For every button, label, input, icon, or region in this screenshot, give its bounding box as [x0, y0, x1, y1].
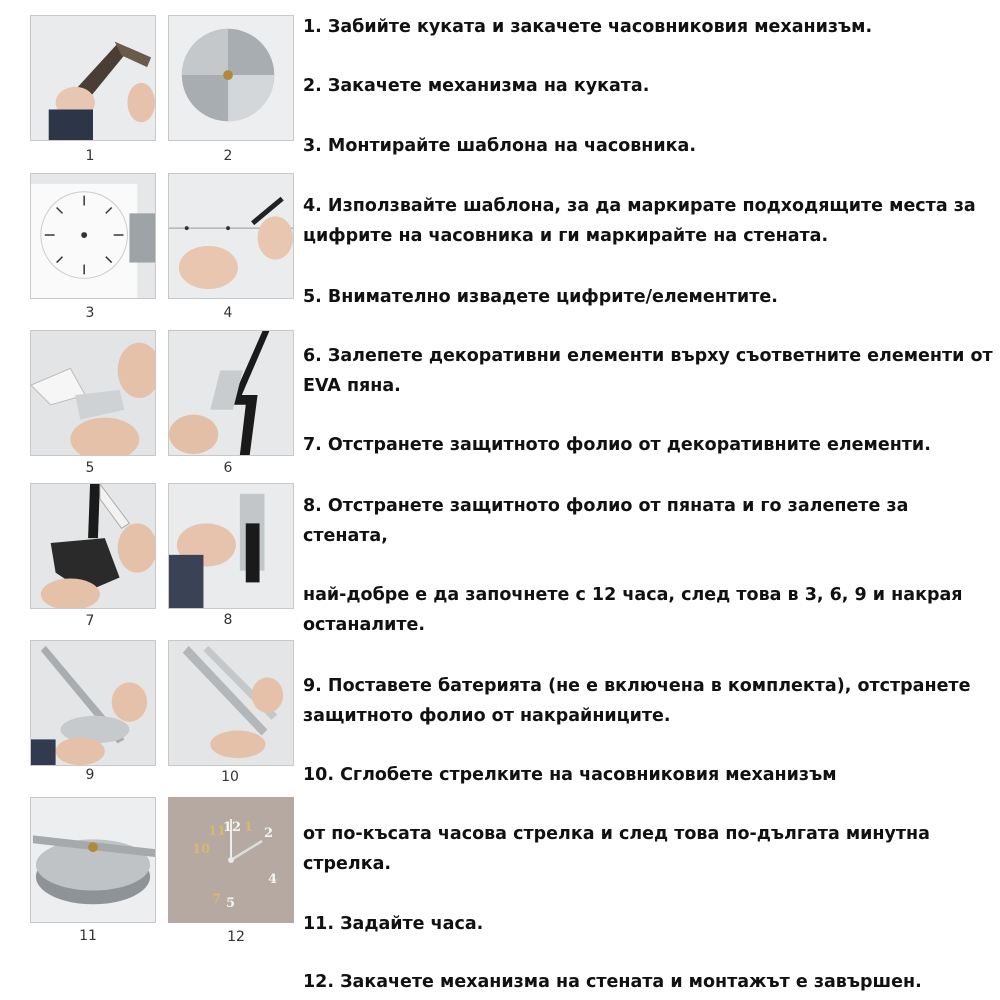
- photo-step-2: [168, 15, 294, 141]
- clock-digit: 5: [226, 896, 236, 911]
- hammer-hook-illustration: [31, 16, 155, 140]
- photo-step-4: [168, 173, 294, 299]
- photo-step-1: [30, 15, 156, 141]
- assemble-hands-illustration: [169, 641, 293, 765]
- decorative-element-illustration: [169, 331, 293, 455]
- photo-number: 2: [223, 148, 233, 164]
- photo-number: 1: [85, 148, 95, 164]
- photo-step-11: [30, 797, 156, 923]
- instruction-step-11: 11. Задайте часа.: [303, 914, 484, 934]
- instruction-step-3: 3. Монтирайте шаблона на часовника.: [303, 136, 696, 156]
- clock-digit: 7: [212, 892, 222, 907]
- instruction-step-7: 7. Отстранете защитното фолио от декоративните елементи.: [303, 435, 931, 455]
- photo-number: 9: [85, 767, 95, 783]
- photo-step-8: [168, 483, 294, 609]
- instruction-step-5: 5. Внимателно извадете цифрите/елементите.: [303, 287, 778, 307]
- clock-digit: 11: [208, 824, 227, 839]
- photo-step-10: [168, 640, 294, 766]
- battery-insert-illustration: [31, 641, 155, 765]
- photo-number: 12: [227, 929, 245, 945]
- peel-foil-illustration: [31, 484, 155, 608]
- instruction-step-2: 2. Закачете механизма на куката.: [303, 76, 650, 96]
- instruction-step-12: 12. Закачете механизма на стената и монтажът е завършен.: [303, 972, 922, 992]
- photo-number: 10: [221, 769, 239, 785]
- photo-number: 3: [85, 305, 95, 321]
- photo-number: 7: [85, 613, 95, 629]
- clock-mechanism-illustration: [169, 16, 293, 140]
- instruction-step-8-continued: най-добре е да започнете с 12 часа, след това в 3, 6, 9 и накрая останалите.: [303, 585, 963, 635]
- clock-template-illustration: [31, 174, 155, 298]
- photo-step-7: [30, 483, 156, 609]
- remove-elements-illustration: [31, 331, 155, 455]
- instruction-step-10-continued: от по-късата часова стрелка и след това по-дългата минутна стрелка.: [303, 824, 930, 874]
- photo-number: 8: [223, 612, 233, 628]
- instruction-step-6: 6. Залепете декоративни елементи върху съответните елементи от EVA пяна.: [303, 346, 993, 396]
- instruction-step-4: 4. Използвайте шаблона, за да маркирате подходящите места за цифрите на часовника и ги маркирайте на стената.: [303, 196, 976, 246]
- clock-digit: 2: [264, 826, 274, 841]
- photo-number: 6: [223, 460, 233, 476]
- instruction-step-1: 1. Забийте куката и закачете часовниковия механизъм.: [303, 17, 873, 37]
- marking-template-illustration: [169, 174, 293, 298]
- clock-digit: 4: [268, 872, 278, 887]
- instruction-step-10: 10. Сглобете стрелките на часовниковия механизъм: [303, 765, 837, 785]
- finished-wall-clock-illustration: [168, 797, 294, 923]
- photo-number: 11: [79, 928, 97, 944]
- photo-number: 5: [85, 460, 95, 476]
- clock-digit: 1: [244, 820, 254, 835]
- photo-step-12: [168, 797, 294, 923]
- photo-number: 4: [223, 305, 233, 321]
- instruction-step-8: 8. Отстранете защитното фолио от пяната и го залепете за стената,: [303, 496, 909, 546]
- instruction-step-9: 9. Поставете батерията (не е включена в комплекта), отстранете защитното фолио от накрайниците.: [303, 676, 971, 726]
- stick-to-wall-illustration: [169, 484, 293, 608]
- photo-step-3: [30, 173, 156, 299]
- clock-digit: 12: [223, 820, 242, 835]
- clock-hands-mounted-illustration: [31, 798, 155, 922]
- photo-step-9: [30, 640, 156, 766]
- photo-step-6: [168, 330, 294, 456]
- clock-digit: 10: [192, 842, 211, 857]
- photo-step-5: [30, 330, 156, 456]
